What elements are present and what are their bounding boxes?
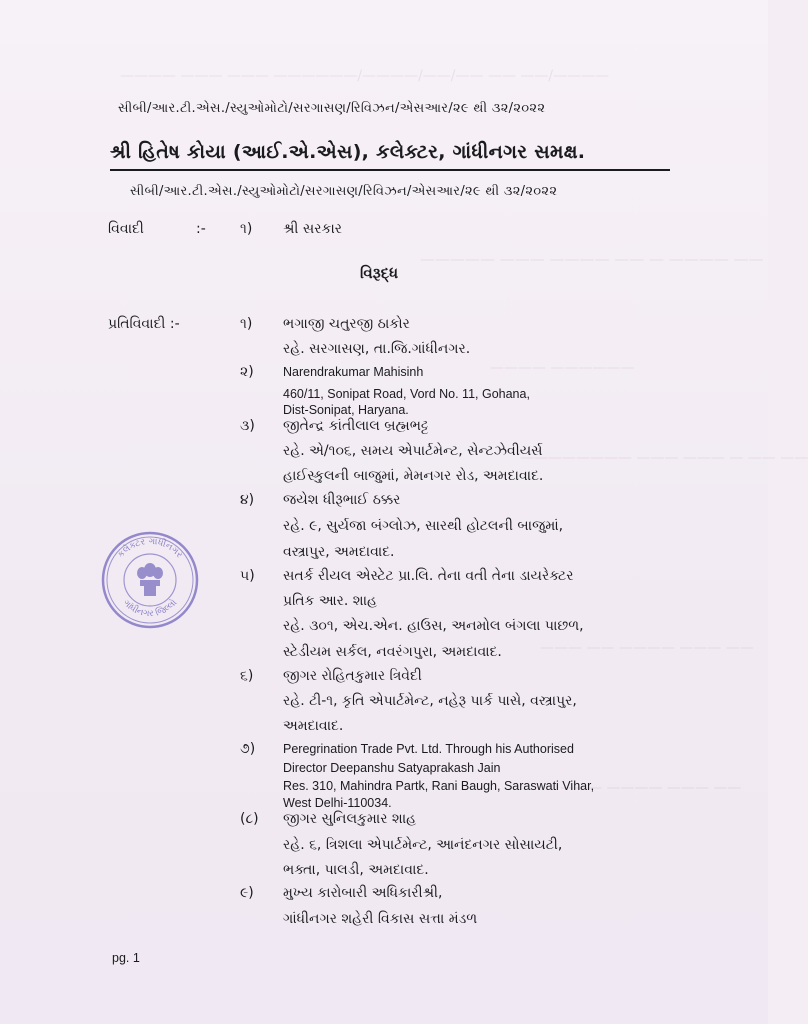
respondent-name: સતર્ક રીયલ એસ્ટેટ પ્રા.લિ. તેના વતી તેના ડાયરેક્ટર [283,568,574,584]
respondent-name: ભગાજી ચતુરજી ઠાકોર [283,316,410,332]
respondent-address: સ્ટેડીયમ સર્કલ, નવરંગપુરા, અમદાવાદ. [283,644,502,660]
respondent-address: 460/11, Sonipat Road, Vord No. 11, Gohana, [283,387,530,401]
bleed-through-text: ———————— ——— ——— — —— —— [520,450,808,466]
case-number-top: સીબી/આર.ટી.એસ./સ્યુઓમોટો/સરગાસણ/રિવિઝન/એસઆર/૨૯ થી ૩૨/૨૦૨૨ [118,101,546,116]
respondent-number: ૨) [240,364,254,380]
svg-text:ગાંધીનગર જિલ્લો [121,597,179,620]
respondent-number: ૬) [240,668,254,684]
respondent-name: Narendrakumar Mahisinh [283,365,424,379]
respondent-address: રહે. સરગાસણ, તા.જિ.ગાંધીનગર. [283,341,471,357]
bleed-through-text: ————— ——— ———— —— — ———— —— [420,250,764,268]
title-underline [110,169,670,171]
versus-heading: વિરૂદ્ધ [360,264,399,282]
respondent-address: રહે. ટી-૧, કૃતિ એપાર્ટમેન્ટ, નહેરૂ પાર્ક પાસે, વસ્ત્રાપુર, [283,693,577,709]
respondent-name: જીગર સુનિલકુમાર શાહ [283,811,417,827]
bleed-through-text: ——— ———— ——— —— [560,780,742,796]
respondent-address: Director Deepanshu Satyaprakash Jain [283,761,501,775]
respondent-name: જીગર રોહિતકુમાર ત્રિવેદી [283,668,422,684]
respondent-address: Dist-Sonipat, Haryana. [283,403,409,417]
respondent-address: ભક્તા, પાલડી, અમદાવાદ. [283,862,429,878]
document-title: શ્રી હિતેષ કોયા (આઈ.એ.એસ), કલેક્ટર, ગાંધીનગર સમક્ષ. [110,141,586,163]
respondent-name: Peregrination Trade Pvt. Ltd. Through his Authorised [283,742,574,756]
respondent-address: રહે. ૬, ત્રિશલા એપાર્ટમેન્ટ, આનંદનગર સોસાયટી, [283,837,563,853]
respondent-number: ૧) [240,316,253,332]
respondent-address: રહે. ૯, સુર્યજા બંગ્લોઝ, સારથી હોટલની બાજુમાં, [283,518,564,534]
respondent-address: રહે. એ/૧૦૬, સમય એપાર્ટમેન્ટ, સેન્ટઝેવીયર્સ [283,443,543,459]
respondent-name: મુખ્ય કારોબારી અધિકારીશ્રી, [283,885,443,901]
bleed-through-text: ———— ——— ——— ——————/————/——/—— —— ——/———— [120,68,610,84]
case-number-below: સીબી/આર.ટી.એસ./સ્યુઓમોટો/સરગાસણ/રિવિઝન/એસઆર/૨૯ થી ૩૨/૨૦૨૨ [130,184,558,199]
respondent-number: ૫) [240,568,255,584]
respondent-number: (૮) [240,811,259,827]
respondents-label: પ્રતિવિવાદી :- [108,316,180,332]
respondent-number: ૩) [240,418,255,434]
respondent-address: West Delhi-110034. [283,796,392,810]
applicant-label: વિવાદી [108,221,144,237]
seal-text-bottom: ગાંધીનગર જિલ્લો [120,598,180,620]
respondent-number: ૯) [240,885,254,901]
applicant-colon: :- [196,221,206,237]
collector-seal-stamp [100,530,200,630]
respondent-address: પ્રતિક આર. શાહ [283,593,377,609]
applicant-name: શ્રી સરકાર [283,221,342,237]
applicant-number: ૧) [240,221,253,237]
emblem-icon [137,563,163,596]
respondent-address: ગાંધીનગર શહેરી વિકાસ સત્તા મંડળ [283,911,478,927]
respondent-address: રહે. ૩૦૧, એચ.એન. હાઉસ, અનમોલ બંગલા પાછળ, [283,618,584,634]
bleed-through-text: ——— —— ———— ——— —— [540,640,754,656]
seal-text-top: કલેક્ટર ગાંધીનગર [115,536,185,561]
respondent-address: વસ્ત્રાપુર, અમદાવાદ. [283,544,395,560]
page-number: pg. 1 [112,951,140,965]
respondent-address: Res. 310, Mahindra Partk, Rani Baugh, Saraswati Vihar, [283,779,595,793]
respondent-address: હાઈસ્કુલની બાજુમાં, મેમનગર રોડ, અમદાવાદ. [283,468,544,484]
respondent-name: જીતેન્દ્ર કાંતીલાલ બ્રહ્મભટ્ટ [283,418,429,434]
respondent-number: ૪) [240,492,255,508]
respondent-number: ૭) [240,741,256,757]
bleed-through-text: ———— —————— [490,360,635,376]
respondent-address: અમદાવાદ. [283,718,344,734]
respondent-name: જયેશ ધીરૂભાઈ ઠક્કર [283,492,401,508]
